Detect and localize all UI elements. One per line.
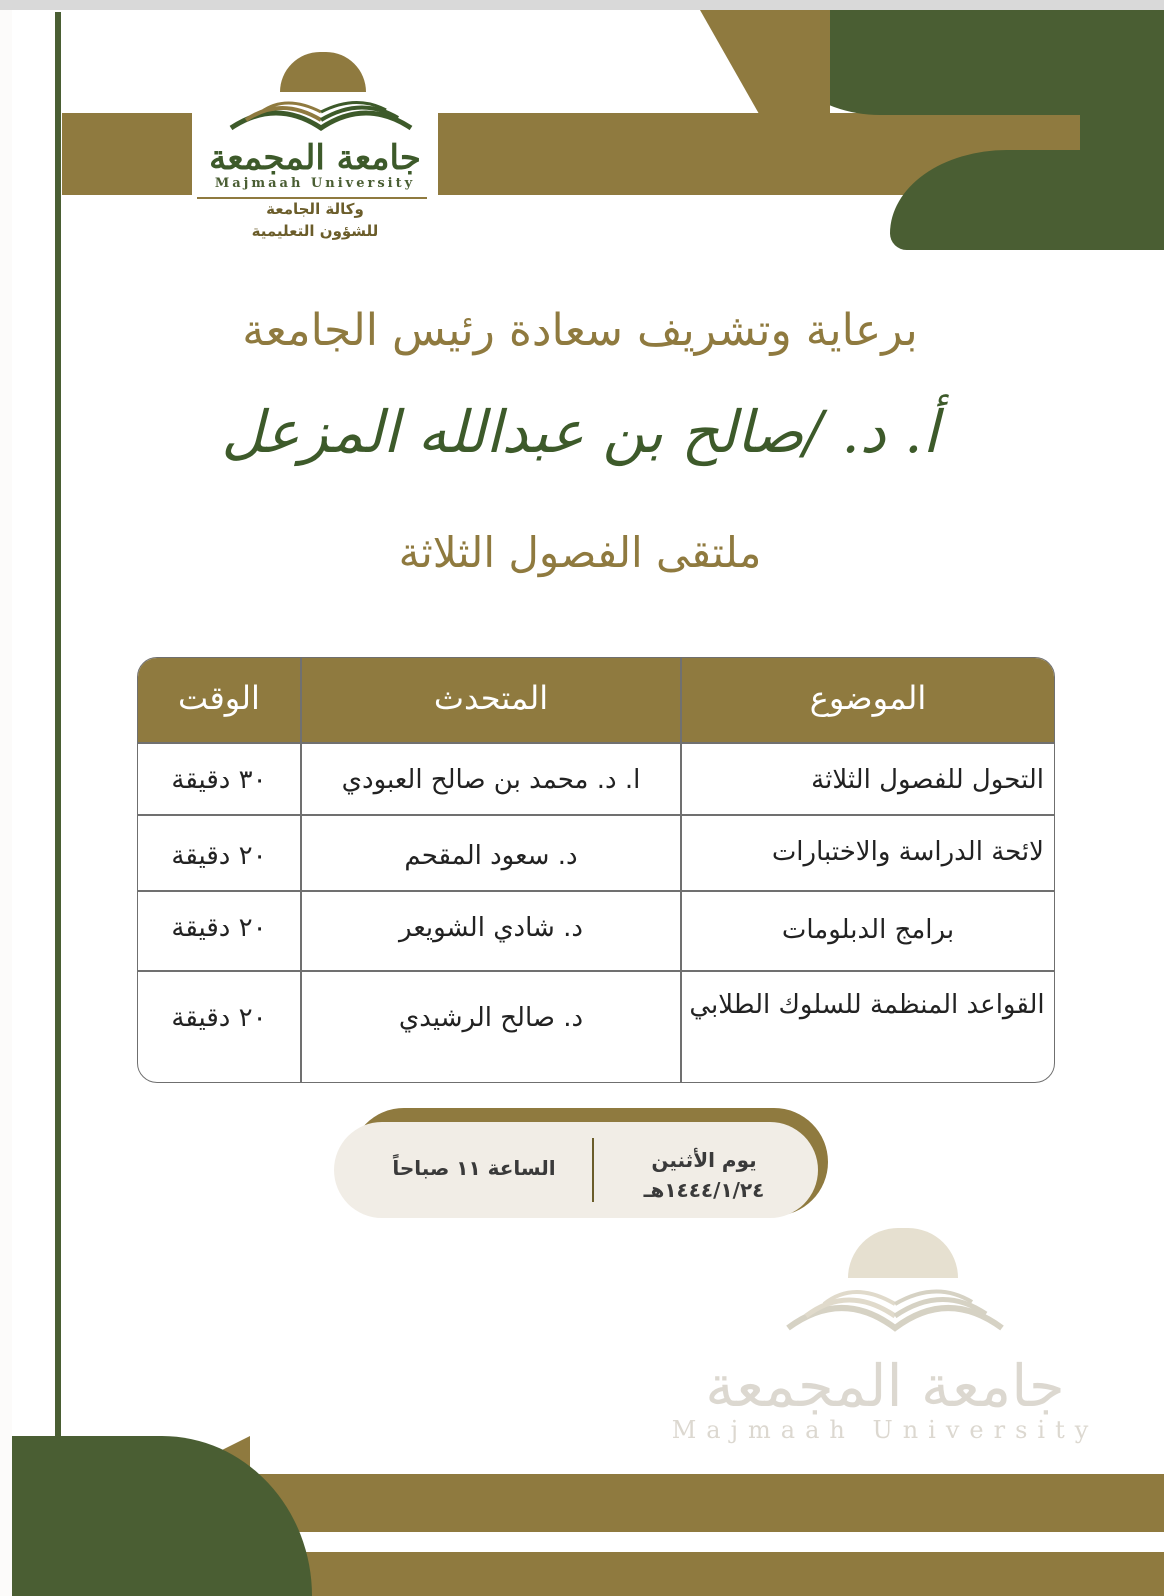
logo-name-english: Majmaah University	[214, 176, 416, 191]
row3-speaker: د. شادي الشويعر	[399, 913, 583, 943]
watermark-name-english: Majmaah University	[671, 1416, 1099, 1444]
row1-topic: التحول للفصول الثلاثة	[811, 765, 1044, 795]
row4-topic: القواعد المنظمة للسلوك الطلابي	[689, 990, 1045, 1020]
row3-time: ٢٠ دقيقة	[171, 913, 267, 943]
row-divider	[138, 970, 1054, 972]
row3-topic: برامج الدبلومات	[781, 915, 955, 945]
header-speaker: المتحدث	[433, 679, 549, 717]
schedule-date: ١٤٤٤/١/٢٤هـ	[643, 1178, 765, 1202]
header-topic: الموضوع	[809, 679, 927, 717]
logo-divider	[197, 197, 427, 199]
watermark-name-arabic: جامعة المجمعة	[705, 1352, 1065, 1420]
schedule-divider	[592, 1138, 594, 1202]
logo-book-icon	[226, 88, 416, 140]
row-divider	[138, 814, 1054, 816]
row2-time: ٢٠ دقيقة	[171, 841, 267, 871]
logo-name-arabic: جامعة المجمعة	[209, 138, 421, 178]
row4-time: ٢٠ دقيقة	[171, 1003, 267, 1033]
row2-speaker: د. سعود المقحم	[404, 841, 578, 871]
header-time: الوقت	[178, 679, 260, 717]
row4-speaker: د. صالح الرشيدي	[398, 1003, 584, 1033]
logo-subtitle-line1: وكالة الجامعة	[266, 200, 364, 218]
row1-speaker: ا. د. محمد بن صالح العبودي	[341, 765, 641, 795]
patronage-heading: برعاية وتشريف سعادة رئيس الجامعة	[242, 305, 918, 356]
left-vertical-line	[55, 12, 61, 1452]
event-title: ملتقى الفصول الثلاثة	[398, 528, 762, 577]
bottom-gold-band-lower	[168, 1552, 1164, 1596]
row-divider	[138, 890, 1054, 892]
schedule-time: الساعة ١١ صباحاً	[392, 1156, 556, 1180]
row-divider	[138, 742, 1054, 744]
agenda-table	[137, 657, 1055, 1083]
president-name: أ. د. /صالح بن عبدالله المزعل	[221, 398, 939, 466]
schedule-day: يوم الأثنين	[651, 1148, 757, 1172]
watermark-book-icon	[782, 1272, 1008, 1342]
bottom-gold-band	[240, 1474, 1164, 1532]
row1-time: ٣٠ دقيقة	[171, 765, 267, 795]
screenshot-top-bar	[0, 0, 1164, 10]
row2-topic: لائحة الدراسة والاختبارات	[771, 837, 1044, 867]
logo-subtitle-line2: للشؤون التعليمية	[251, 222, 379, 240]
